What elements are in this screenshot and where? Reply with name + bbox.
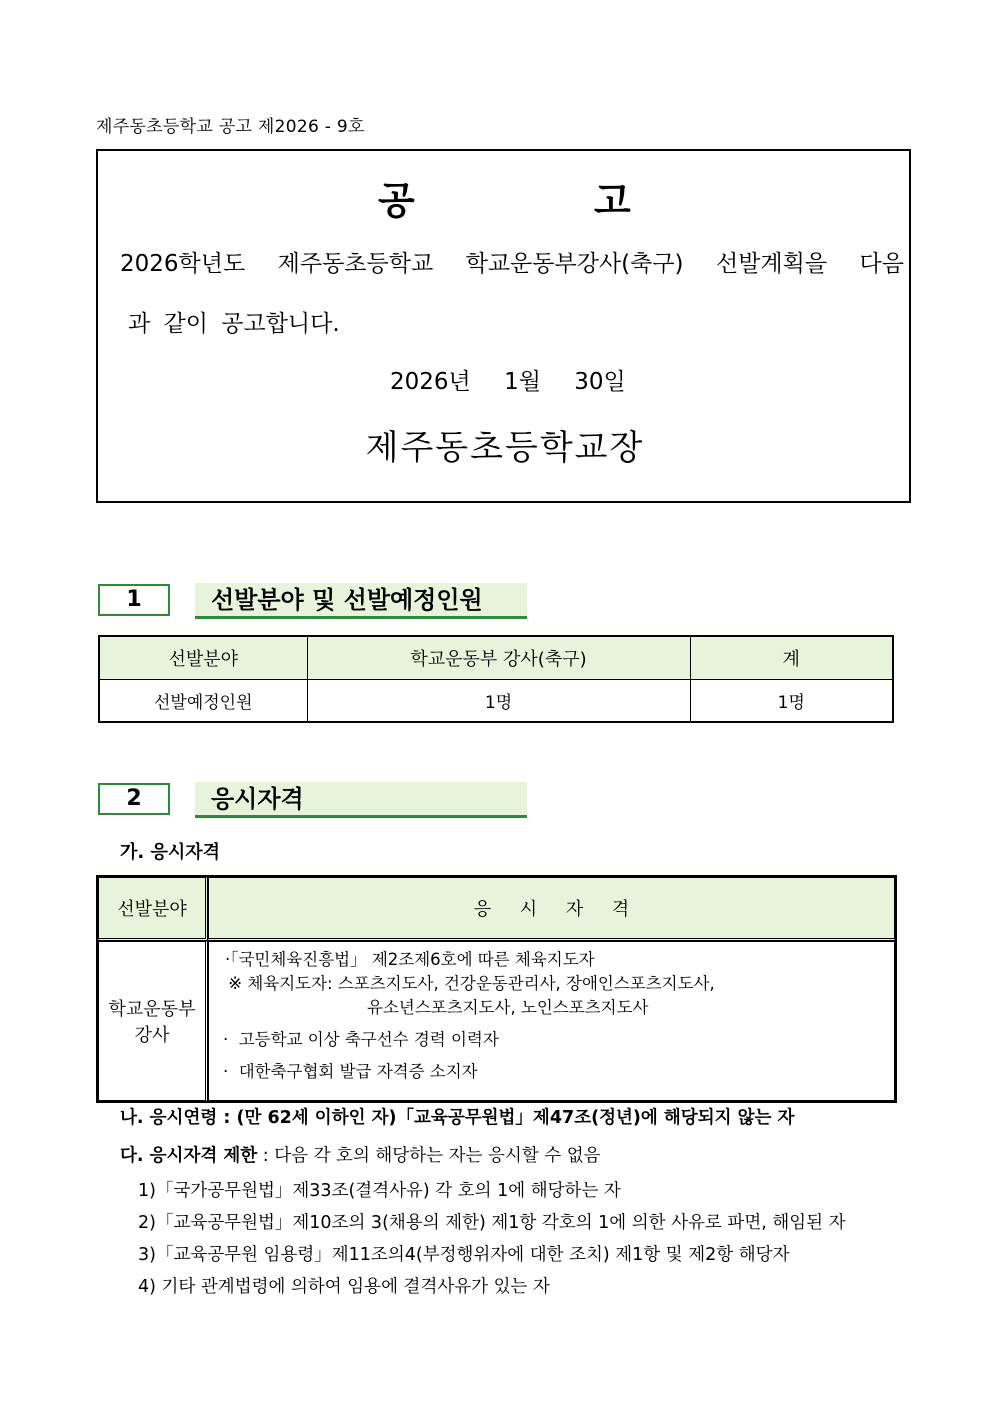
qualification-table xyxy=(96,875,897,1103)
table-header-row xyxy=(98,877,895,941)
intro-word: 2026학년도 xyxy=(120,251,246,277)
qualification-note: ※ 체육지도자: 스포츠지도사, 건강운동관리사, 장애인스포츠지도사, xyxy=(223,974,715,993)
table-header-cell: 학교운동부 강사(축구) xyxy=(307,636,690,680)
date-day: 30일 xyxy=(574,369,626,395)
table-row xyxy=(98,941,895,1101)
age-requirement xyxy=(120,1104,794,1129)
table-header-cell: 계 xyxy=(690,636,893,680)
restriction-item: 1)「국가공무원법」제33조(결격사유) 각 호의 1에 해당하는 자 xyxy=(138,1181,621,1201)
announcement-title-char-1: 공 xyxy=(378,179,415,223)
announcement-title-char-2: 고 xyxy=(594,179,631,223)
subheading-qualification: 가. 응시자격 xyxy=(120,842,221,863)
section2-number: 2 xyxy=(98,783,170,815)
qualification-item: ·「국민체육진흥법」 제2조제6호에 따른 체육지도자 xyxy=(225,950,595,969)
intro-word: 제주동초등학교 xyxy=(277,251,434,277)
date-month: 1월 xyxy=(504,369,541,395)
table-cell: 1명 xyxy=(307,680,690,723)
age-requirement-label: 나. 응시연령 xyxy=(120,1108,218,1128)
table-cell: 1명 xyxy=(690,680,893,723)
intro-word: 학교운동부강사(축구) xyxy=(465,251,684,277)
announcement-date xyxy=(390,363,652,396)
table-row xyxy=(99,680,893,723)
table-header-row xyxy=(99,636,893,680)
intro-word: 다음 xyxy=(859,251,904,277)
age-requirement-text: : (만 62세 이하인 자)「교육공무원법」제47조(정년)에 해당되지 않는 자 xyxy=(217,1108,795,1128)
selection-table xyxy=(98,635,894,723)
date-year: 2026년 xyxy=(390,369,471,395)
qualification-cell xyxy=(208,941,895,1101)
section1-number: 1 xyxy=(98,584,170,616)
restriction-item: 4) 기타 관계법령에 의하여 임용에 결격사유가 있는 자 xyxy=(138,1277,550,1297)
section1-title: 선발분야 및 선발예정인원 xyxy=(195,583,527,619)
restriction-intro: : 다음 각 호의 해당하는 자는 응시할 수 없음 xyxy=(257,1146,601,1166)
table-cell: 선발예정인원 xyxy=(99,680,307,723)
field-line: 학교운동부 xyxy=(108,999,196,1020)
restriction-item: 2)「교육공무원법」제10조의 3(채용의 제한) 제1항 각호의 1에 의한 사유로 파면, 해임된 자 xyxy=(138,1213,846,1233)
notice-number: 제주동초등학교 공고 제2026 - 9호 xyxy=(96,117,365,137)
announcement-signer: 제주동초등학교장 xyxy=(365,428,645,468)
intro-word: 선발계획을 xyxy=(716,251,828,277)
restriction-label: 다. 응시자격 제한 xyxy=(120,1146,258,1166)
section2-title: 응시자격 xyxy=(195,782,527,818)
table-header-cell: 응 시 자 격 xyxy=(208,877,895,941)
field-line: 강사 xyxy=(134,1025,170,1046)
announcement-intro-line2: 과 같이 공고합니다. xyxy=(128,311,340,337)
restriction-item: 3)「교육공무원 임용령」제11조의4(부정행위자에 대한 조치) 제1항 및 제2항 해당자 xyxy=(138,1245,790,1265)
table-header-cell: 선발분야 xyxy=(99,636,307,680)
qualification-item: · 고등학교 이상 축구선수 경력 이력자 xyxy=(223,1030,499,1049)
qualification-note-cont: 유소년스포츠지도사, 노인스포츠지도사 xyxy=(367,998,649,1017)
announcement-intro-line1 xyxy=(120,245,904,278)
field-cell xyxy=(98,941,208,1101)
restriction-heading xyxy=(120,1142,601,1167)
qualification-item: · 대한축구협회 발급 자격증 소지자 xyxy=(223,1062,478,1081)
table-header-cell: 선발분야 xyxy=(98,877,208,941)
